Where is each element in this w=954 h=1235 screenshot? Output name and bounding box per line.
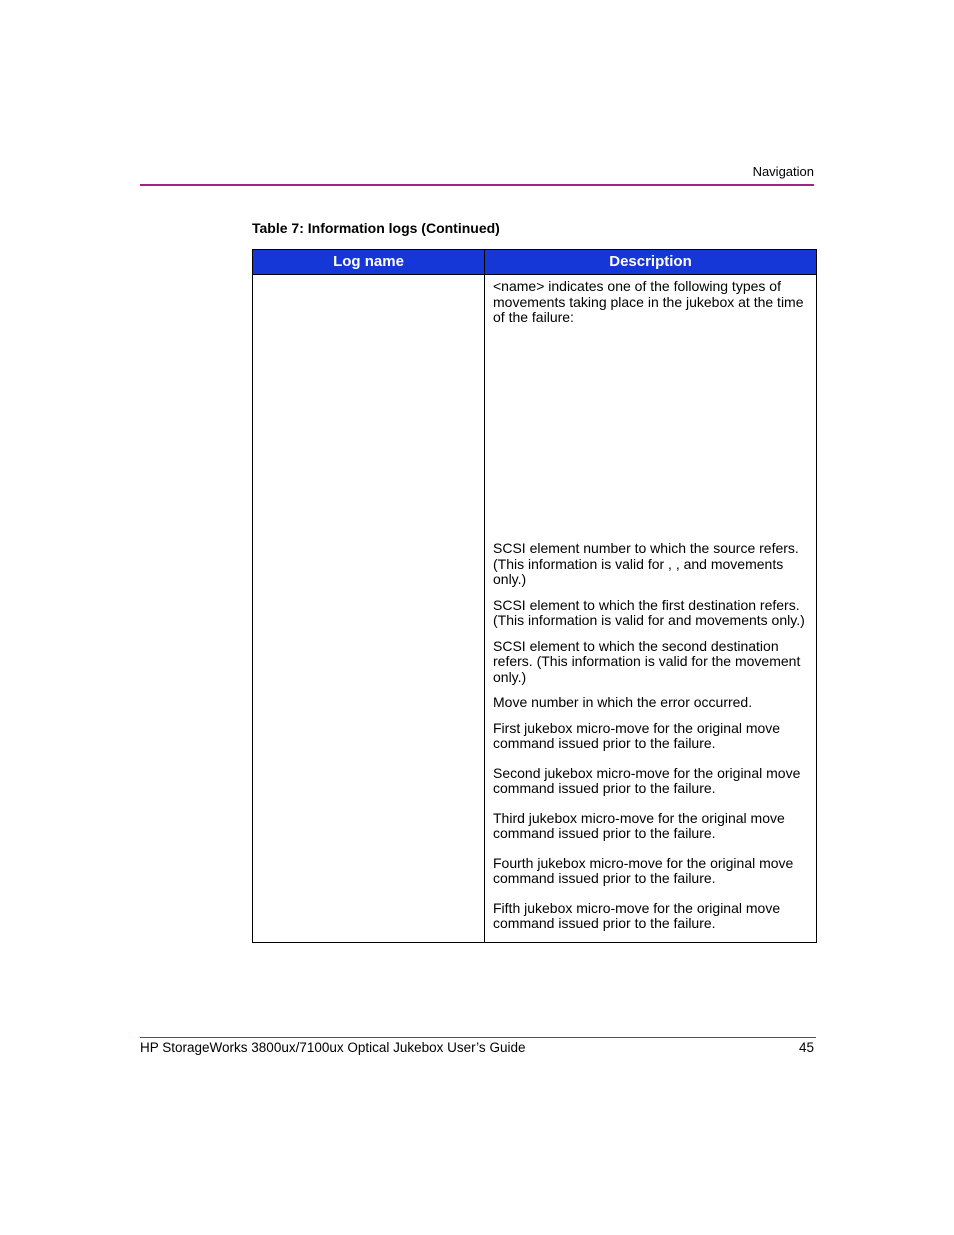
description-paragraph: Move number in which the error occurred.	[493, 694, 753, 710]
description-paragraph: Fifth jukebox micro-move for the original move command issued prior to the failure.	[493, 899, 781, 931]
description-paragraph: Third jukebox micro-move for the original move command issued prior to the failure.	[493, 809, 785, 841]
table-header-row	[253, 250, 817, 275]
information-logs-table	[252, 249, 817, 943]
column-header-log-name: Log name	[253, 250, 485, 275]
table-row	[253, 275, 817, 943]
description-cell	[485, 275, 817, 943]
description-paragraph: SCSI element to which the first destination refers. (This information is valid for and movements only.)	[493, 596, 805, 628]
description-paragraph: <name> indicates one of the following types of movements taking place in the jukebox at the time of the failure:	[493, 278, 804, 325]
description-paragraph: Fourth jukebox micro-move for the original move command issued prior to the failure.	[493, 854, 794, 886]
description-paragraph: SCSI element to which the second destination refers. (This information is valid for the movement only.)	[493, 637, 801, 685]
log-name-cell	[253, 275, 485, 943]
column-header-description: Description	[485, 250, 817, 275]
table-caption: Table 7: Information logs (Continued)	[252, 220, 500, 236]
page-number: 45	[798, 1040, 814, 1055]
footer-title: HP StorageWorks 3800ux/7100ux Optical Jukebox User’s Guide	[140, 1040, 526, 1055]
description-paragraph: First jukebox micro-move for the original move command issued prior to the failure.	[493, 719, 781, 751]
description-paragraph: Second jukebox micro-move for the original move command issued prior to the failure.	[493, 764, 801, 796]
description-paragraph: SCSI element number to which the source refers. (This information is valid for , , and movements only.)	[493, 540, 799, 587]
footer-rule	[140, 1037, 816, 1038]
running-header: Navigation	[752, 164, 814, 179]
header-rule	[140, 184, 814, 186]
